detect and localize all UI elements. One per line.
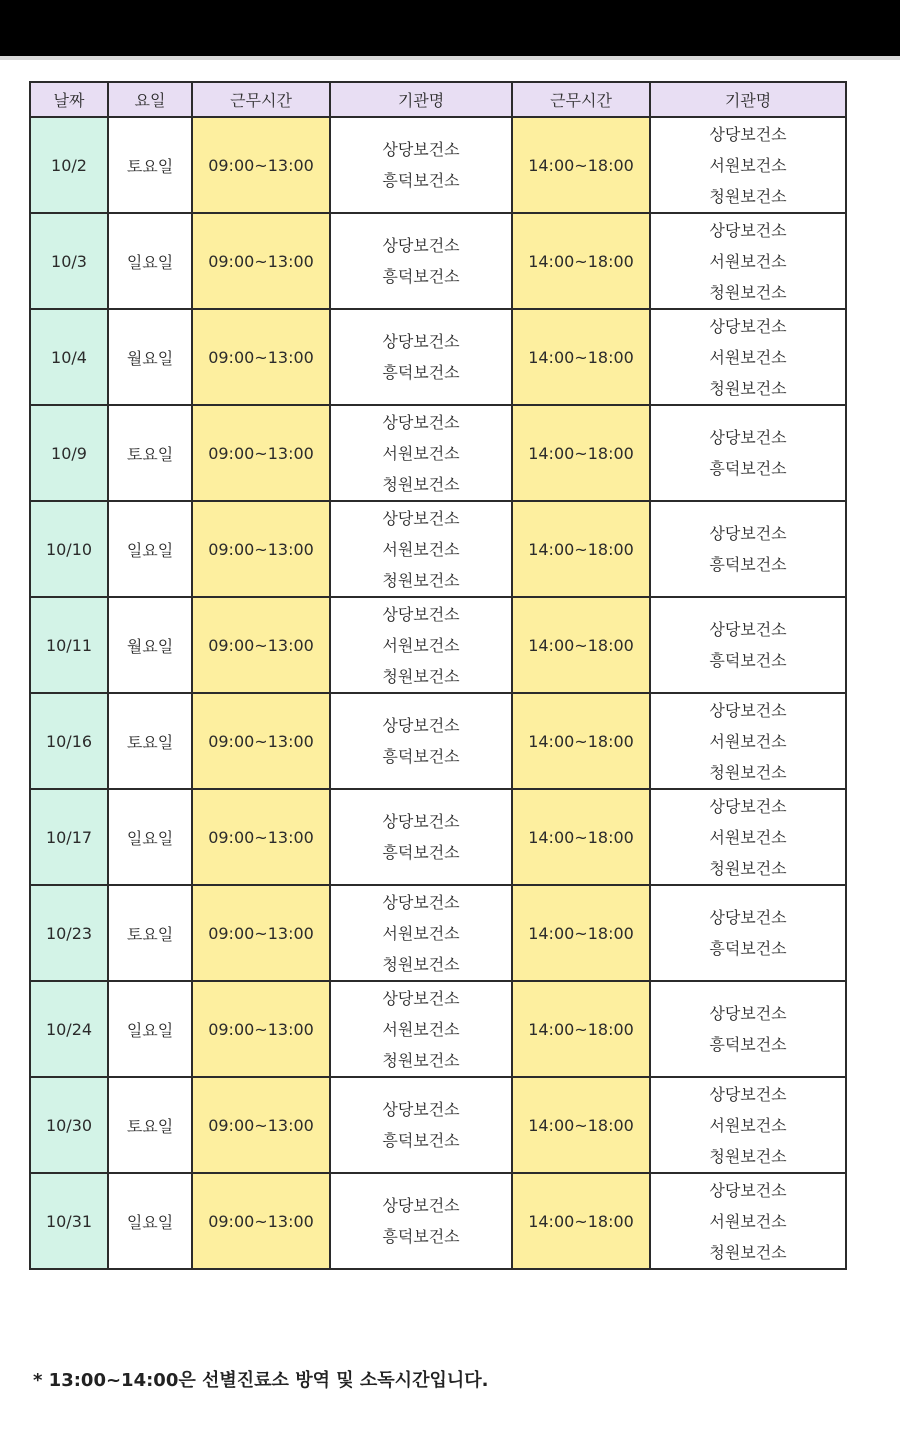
org-name: 상당보건소 xyxy=(382,236,460,255)
date-cell: 10/4 xyxy=(30,309,108,405)
org-name: 서원보건소 xyxy=(709,827,787,847)
time-pm-cell: 14:00~18:00 xyxy=(512,597,650,693)
org-name: 청원보건소 xyxy=(382,666,460,686)
org-am-cell xyxy=(330,981,512,1077)
day-cell: 일요일 xyxy=(108,213,192,309)
time-am-cell: 09:00~13:00 xyxy=(192,117,330,213)
org-name: 청원보건소 xyxy=(382,570,460,590)
org-name: 상당보건소 xyxy=(382,508,460,528)
org-name: 서원보건소 xyxy=(709,155,787,175)
org-name: 청원보건소 xyxy=(709,186,787,206)
org-name: 상당보건소 xyxy=(382,812,460,831)
day-cell: 월요일 xyxy=(108,309,192,405)
header-day: 요일 xyxy=(108,82,192,117)
footnote: * 13:00~14:00은 선별진료소 방역 및 소독시간입니다. xyxy=(33,1370,489,1391)
org-name: 서원보건소 xyxy=(709,347,787,367)
org-am-cell xyxy=(330,1077,512,1173)
org-name: 흥덕보건소 xyxy=(709,651,787,670)
day-cell: 일요일 xyxy=(108,1173,192,1269)
org-name: 청원보건소 xyxy=(709,858,787,878)
org-pm-cell xyxy=(650,1173,846,1269)
time-pm-cell: 14:00~18:00 xyxy=(512,885,650,981)
time-am-cell: 09:00~13:00 xyxy=(192,597,330,693)
org-pm-cell xyxy=(650,309,846,405)
time-am-cell: 09:00~13:00 xyxy=(192,1077,330,1173)
time-am-cell: 09:00~13:00 xyxy=(192,309,330,405)
org-name: 청원보건소 xyxy=(709,762,787,782)
org-am-cell xyxy=(330,405,512,501)
time-pm-cell: 14:00~18:00 xyxy=(512,117,650,213)
time-am-cell: 09:00~13:00 xyxy=(192,693,330,789)
time-pm-cell: 14:00~18:00 xyxy=(512,789,650,885)
status-bar xyxy=(0,0,900,56)
org-name: 흥덕보건소 xyxy=(382,267,460,286)
org-name: 상당보건소 xyxy=(709,524,787,543)
org-name: 청원보건소 xyxy=(709,1146,787,1166)
date-cell: 10/30 xyxy=(30,1077,108,1173)
org-name: 흥덕보건소 xyxy=(382,363,460,382)
org-name: 흥덕보건소 xyxy=(709,459,787,478)
schedule-table xyxy=(29,81,847,1270)
day-cell: 월요일 xyxy=(108,597,192,693)
date-cell: 10/17 xyxy=(30,789,108,885)
org-name: 서원보건소 xyxy=(382,923,460,943)
day-cell: 일요일 xyxy=(108,501,192,597)
org-pm-cell xyxy=(650,597,846,693)
org-name: 상당보건소 xyxy=(382,412,460,432)
time-am-cell: 09:00~13:00 xyxy=(192,1173,330,1269)
org-name: 흥덕보건소 xyxy=(382,747,460,766)
org-name: 상당보건소 xyxy=(709,620,787,639)
table-row xyxy=(30,309,846,405)
table-row xyxy=(30,885,846,981)
day-cell: 토요일 xyxy=(108,405,192,501)
org-pm-cell xyxy=(650,213,846,309)
table-row xyxy=(30,981,846,1077)
org-am-cell xyxy=(330,789,512,885)
date-cell: 10/23 xyxy=(30,885,108,981)
header-date: 날짜 xyxy=(30,82,108,117)
org-am-cell xyxy=(330,501,512,597)
table-row xyxy=(30,597,846,693)
org-name: 상당보건소 xyxy=(382,892,460,912)
table-row xyxy=(30,501,846,597)
date-cell: 10/3 xyxy=(30,213,108,309)
org-am-cell xyxy=(330,213,512,309)
org-name: 청원보건소 xyxy=(709,378,787,398)
org-am-cell xyxy=(330,1173,512,1269)
header-row xyxy=(30,82,846,117)
org-pm-cell xyxy=(650,789,846,885)
org-name: 상당보건소 xyxy=(709,428,787,447)
org-pm-cell xyxy=(650,1077,846,1173)
time-am-cell: 09:00~13:00 xyxy=(192,981,330,1077)
org-name: 흥덕보건소 xyxy=(382,171,460,190)
day-cell: 일요일 xyxy=(108,981,192,1077)
time-pm-cell: 14:00~18:00 xyxy=(512,501,650,597)
org-name: 흥덕보건소 xyxy=(709,1035,787,1054)
day-cell: 일요일 xyxy=(108,789,192,885)
org-name: 서원보건소 xyxy=(709,731,787,751)
org-name: 흥덕보건소 xyxy=(709,555,787,574)
org-name: 상당보건소 xyxy=(709,700,787,720)
org-name: 서원보건소 xyxy=(382,1019,460,1039)
org-name: 상당보건소 xyxy=(382,332,460,351)
date-cell: 10/2 xyxy=(30,117,108,213)
table-row xyxy=(30,1173,846,1269)
table-row xyxy=(30,693,846,789)
table-row xyxy=(30,117,846,213)
org-pm-cell xyxy=(650,405,846,501)
org-name: 청원보건소 xyxy=(709,282,787,302)
org-pm-cell xyxy=(650,501,846,597)
header-org-pm: 기관명 xyxy=(650,82,846,117)
day-cell: 토요일 xyxy=(108,693,192,789)
org-name: 상당보건소 xyxy=(382,604,460,624)
time-am-cell: 09:00~13:00 xyxy=(192,885,330,981)
org-name: 청원보건소 xyxy=(709,1242,787,1262)
org-name: 상당보건소 xyxy=(709,908,787,927)
date-cell: 10/31 xyxy=(30,1173,108,1269)
org-name: 상당보건소 xyxy=(709,1004,787,1023)
org-name: 상당보건소 xyxy=(382,988,460,1008)
org-name: 상당보건소 xyxy=(382,1100,460,1119)
time-pm-cell: 14:00~18:00 xyxy=(512,405,650,501)
org-name: 청원보건소 xyxy=(382,474,460,494)
time-pm-cell: 14:00~18:00 xyxy=(512,213,650,309)
org-name: 서원보건소 xyxy=(382,635,460,655)
time-pm-cell: 14:00~18:00 xyxy=(512,1173,650,1269)
table-row xyxy=(30,789,846,885)
org-am-cell xyxy=(330,309,512,405)
org-name: 흥덕보건소 xyxy=(382,1131,460,1150)
org-name: 서원보건소 xyxy=(382,539,460,559)
org-name: 상당보건소 xyxy=(709,220,787,240)
org-name: 상당보건소 xyxy=(382,1196,460,1215)
divider xyxy=(0,56,900,60)
time-pm-cell: 14:00~18:00 xyxy=(512,693,650,789)
org-name: 서원보건소 xyxy=(709,251,787,271)
org-am-cell xyxy=(330,693,512,789)
header-time-pm: 근무시간 xyxy=(512,82,650,117)
header-org-am: 기관명 xyxy=(330,82,512,117)
time-am-cell: 09:00~13:00 xyxy=(192,789,330,885)
date-cell: 10/10 xyxy=(30,501,108,597)
date-cell: 10/24 xyxy=(30,981,108,1077)
org-name: 흥덕보건소 xyxy=(382,1227,460,1246)
date-cell: 10/16 xyxy=(30,693,108,789)
org-name: 상당보건소 xyxy=(709,124,787,144)
org-am-cell xyxy=(330,885,512,981)
table-row xyxy=(30,405,846,501)
time-am-cell: 09:00~13:00 xyxy=(192,501,330,597)
org-name: 상당보건소 xyxy=(382,140,460,159)
table-row xyxy=(30,213,846,309)
header-time-am: 근무시간 xyxy=(192,82,330,117)
org-pm-cell xyxy=(650,981,846,1077)
day-cell: 토요일 xyxy=(108,117,192,213)
time-pm-cell: 14:00~18:00 xyxy=(512,1077,650,1173)
date-cell: 10/11 xyxy=(30,597,108,693)
org-name: 청원보건소 xyxy=(382,954,460,974)
org-name: 상당보건소 xyxy=(709,1084,787,1104)
org-name: 흥덕보건소 xyxy=(709,939,787,958)
day-cell: 토요일 xyxy=(108,885,192,981)
org-name: 서원보건소 xyxy=(709,1211,787,1231)
time-am-cell: 09:00~13:00 xyxy=(192,405,330,501)
org-name: 상당보건소 xyxy=(709,1180,787,1200)
time-am-cell: 09:00~13:00 xyxy=(192,213,330,309)
org-pm-cell xyxy=(650,117,846,213)
org-pm-cell xyxy=(650,693,846,789)
org-am-cell xyxy=(330,117,512,213)
org-name: 상당보건소 xyxy=(382,716,460,735)
org-pm-cell xyxy=(650,885,846,981)
org-name: 서원보건소 xyxy=(382,443,460,463)
org-name: 상당보건소 xyxy=(709,796,787,816)
time-pm-cell: 14:00~18:00 xyxy=(512,981,650,1077)
table-body xyxy=(30,117,846,1269)
org-name: 흥덕보건소 xyxy=(382,843,460,862)
day-cell: 토요일 xyxy=(108,1077,192,1173)
org-am-cell xyxy=(330,597,512,693)
org-name: 상당보건소 xyxy=(709,316,787,336)
date-cell: 10/9 xyxy=(30,405,108,501)
table-row xyxy=(30,1077,846,1173)
org-name: 청원보건소 xyxy=(382,1050,460,1070)
time-pm-cell: 14:00~18:00 xyxy=(512,309,650,405)
org-name: 서원보건소 xyxy=(709,1115,787,1135)
